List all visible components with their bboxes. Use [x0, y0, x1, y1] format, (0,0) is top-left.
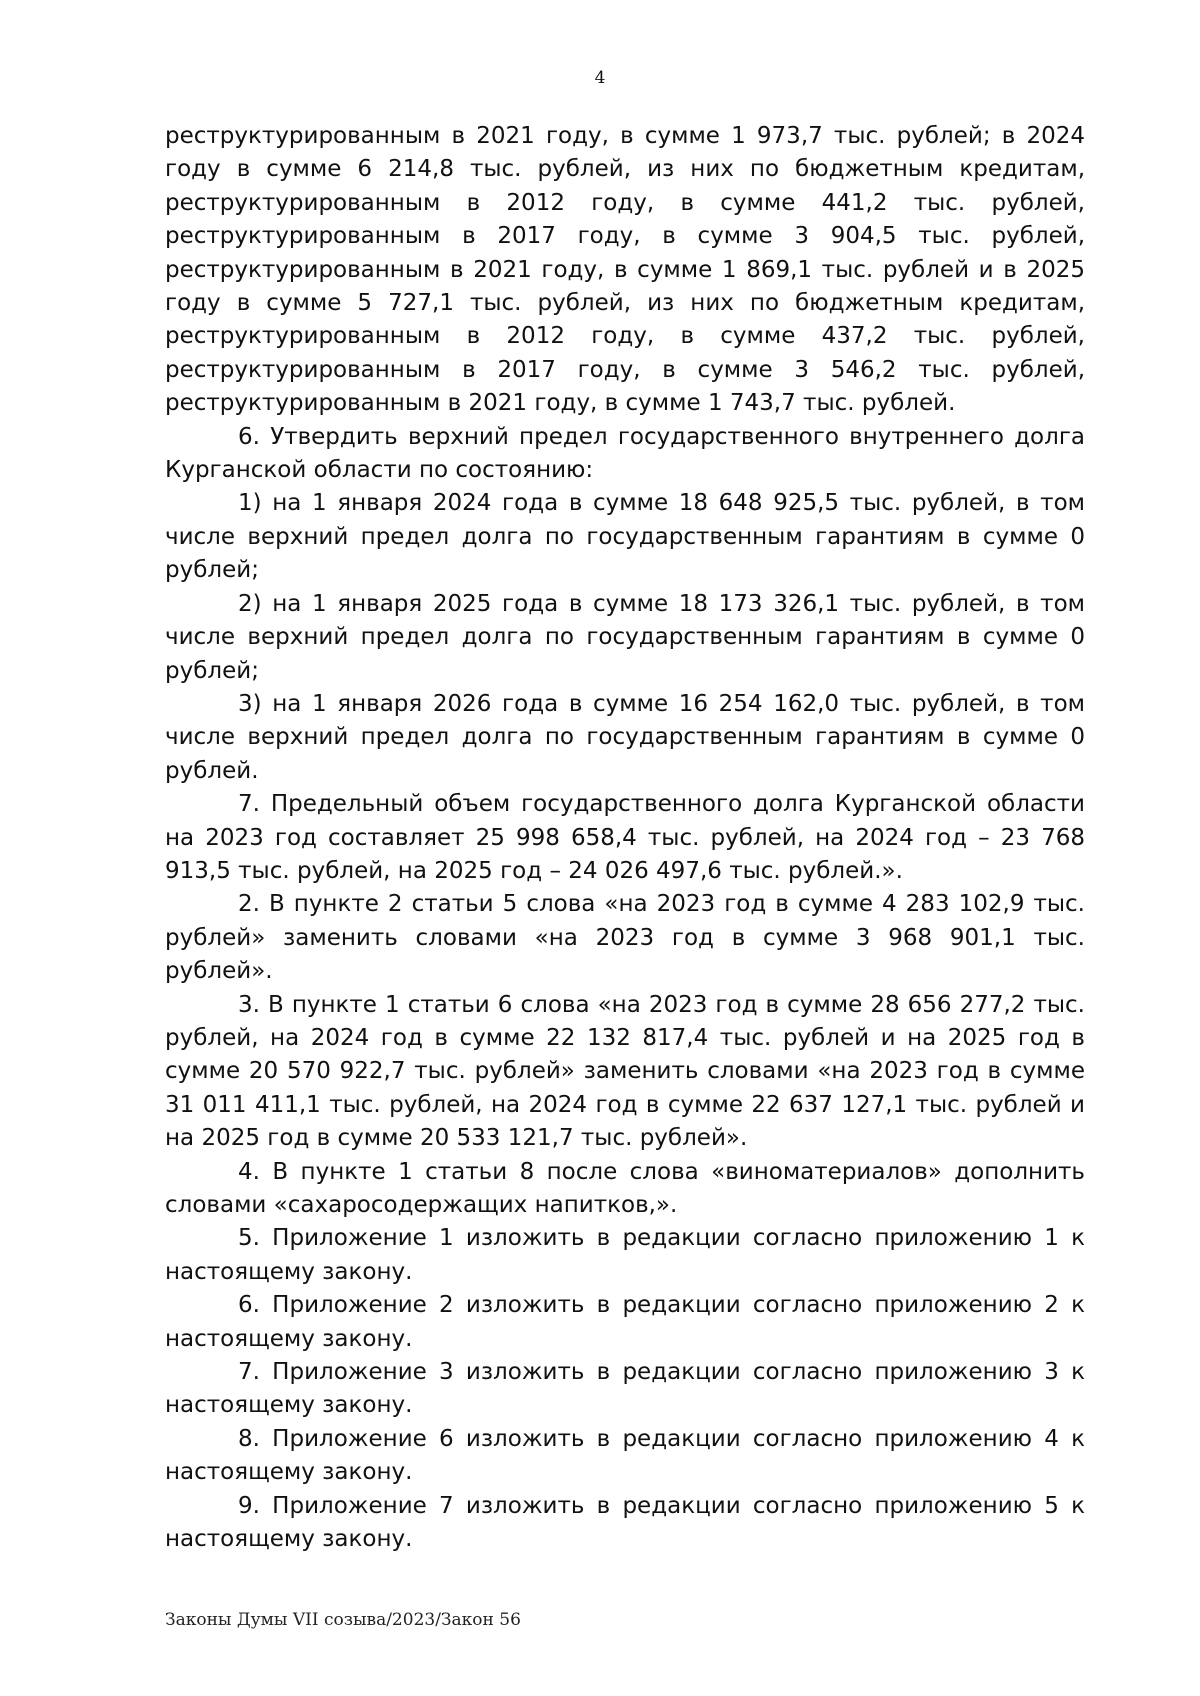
- paragraph-subitem-1: 1) на 1 января 2024 года в сумме 18 648 925,5 тыс. рублей, в том числе верхний предел долга по государственным гарантиям в сумме 0 рублей;: [165, 490, 1085, 584]
- paragraph-amendment-3: 3. В пункте 1 статьи 6 слова «на 2023 год в сумме 28 656 277,2 тыс. рублей, на 2024 год в сумме 22 132 817,4 тыс. рублей и на 2025 год в сумме 20 570 922,7 тыс. рублей» заменить словами «на 2023 год в сумме 31 011 411,1 тыс. рублей, на 2024 год в сумме 22 637 127,1 тыс. рублей и на 2025 год в сумме 20 533 121,7 тыс. рублей».: [165, 991, 1085, 1152]
- paragraph-amendment-2: 2. В пункте 2 статьи 5 слова «на 2023 год в сумме 4 283 102,9 тыс. рублей» заменить словами «на 2023 год в сумме 3 968 901,1 тыс. рублей».: [165, 891, 1085, 985]
- paragraph-continuation: реструктурированным в 2021 году, в сумме 1 973,7 тыс. рублей; в 2024 году в сумме 6 214,8 тыс. рублей, из них по бюджетным кредитам, реструктурированным в 2012 году, в сумме 441,2 тыс. рублей, реструктурированным в 2017 году, в сумме 3 904,5 тыс. рублей, реструктурированным в 2021 году, в сумме 1 869,1 тыс. рублей и в 2025 году в сумме 5 727,1 тыс. рублей, из них по бюджетным кредитам, реструктурированным в 2012 году, в сумме 437,2 тыс. рублей, реструктурированным в 2017 году, в сумме 3 546,2 тыс. рублей, реструктурированным в 2021 году, в сумме 1 743,7 тыс. рублей.: [165, 123, 1085, 417]
- page-number: 4: [594, 68, 606, 88]
- paragraph-amendment-7: 7. Приложение 3 изложить в редакции согласно приложению 3 к настоящему закону.: [165, 1359, 1085, 1419]
- paragraph-subitem-2: 2) на 1 января 2025 года в сумме 18 173 326,1 тыс. рублей, в том числе верхний предел долга по государственным гарантиям в сумме 0 рублей;: [165, 590, 1085, 684]
- document-body: [165, 120, 1085, 1556]
- paragraph-amendment-8: 8. Приложение 6 изложить в редакции согласно приложению 4 к настоящему закону.: [165, 1425, 1085, 1486]
- paragraph-item-6: 6. Утвердить верхний предел государственного внутреннего долга Курганской области по состоянию:: [165, 423, 1085, 484]
- paragraph-amendment-4: 4. В пункте 1 статьи 8 после слова «виноматериалов» дополнить словами «сахаросодержащих напитков,».: [165, 1158, 1085, 1218]
- document-footer: Законы Думы VII созыва/2023/Закон 56: [165, 1610, 521, 1630]
- paragraph-amendment-6: 6. Приложение 2 изложить в редакции согласно приложению 2 к настоящему закону.: [165, 1292, 1085, 1352]
- paragraph-item-7: 7. Предельный объем государственного долга Курганской области на 2023 год составляет 25 998 658,4 тыс. рублей, на 2024 год – 23 768 913,5 тыс. рублей, на 2025 год – 24 026 497,6 тыс. рублей.».: [165, 791, 1085, 884]
- paragraph-amendment-5: 5. Приложение 1 изложить в редакции согласно приложению 1 к настоящему закону.: [165, 1225, 1085, 1285]
- paragraph-amendment-9: 9. Приложение 7 изложить в редакции согласно приложению 5 к настоящему закону.: [165, 1492, 1085, 1553]
- paragraph-subitem-3: 3) на 1 января 2026 года в сумме 16 254 162,0 тыс. рублей, в том числе верхний предел долга по государственным гарантиям в сумме 0 рублей.: [165, 690, 1085, 784]
